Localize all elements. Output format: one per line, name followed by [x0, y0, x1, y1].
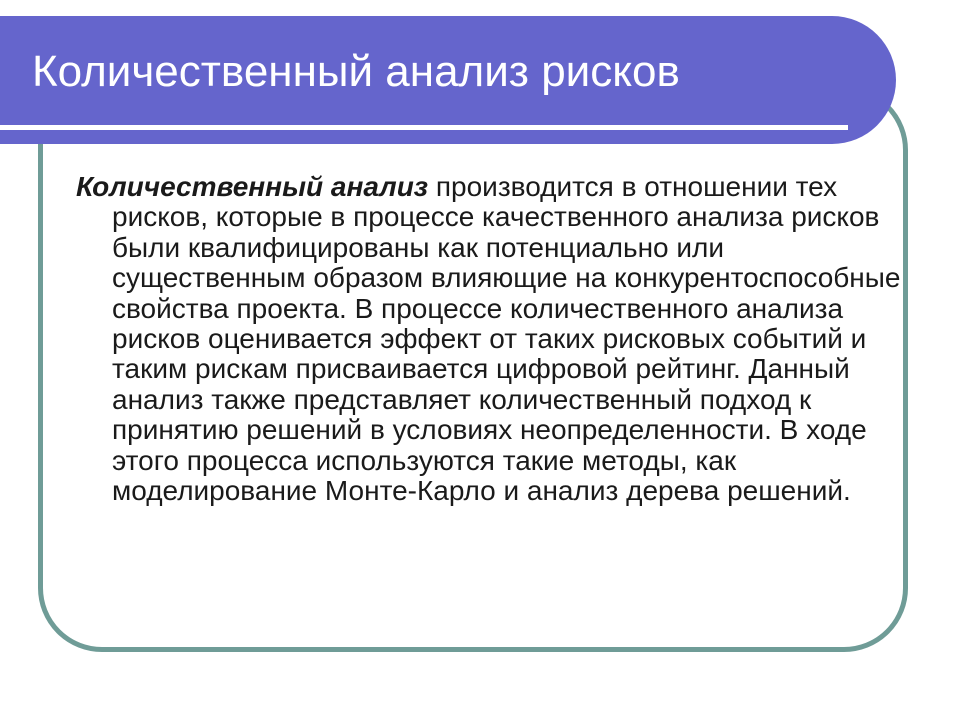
body-lead-phrase: Количественный анализ	[76, 171, 429, 202]
body-text: производится в отношении тех рисков, которые в процессе качественного анализа рисков были квалифицированы как потенциально или существенным образом влияющие на конкурентоспособные свойства проекта. В процессе количественного анализа рисков оценивается эффект от таких рисковых событий и таким рискам присваивается цифровой рейтинг. Данный анализ также представляет количественный подход к принятию решений в условиях неопределенности. В ходе этого процесса используются такие методы, как моделирование Монте-Карло и анализ дерева решений.	[112, 171, 901, 507]
title-underline	[0, 125, 848, 130]
body-paragraph	[76, 172, 902, 506]
slide-title: Количественный анализ рисков	[32, 47, 680, 96]
